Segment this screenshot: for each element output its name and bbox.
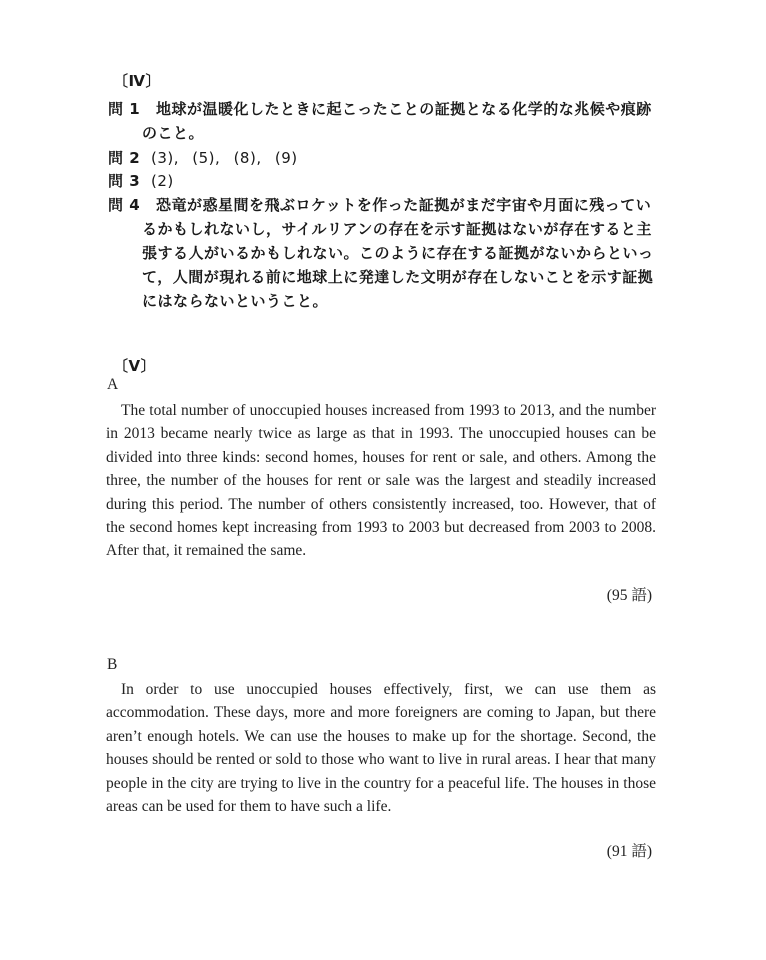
section-5-label: 〔Ⅴ〕 (113, 357, 157, 375)
question-3-number: 問 3 (108, 172, 141, 190)
question-4-answer-line-5: にはならないということ。 (142, 292, 329, 310)
part-a-letter: A (107, 376, 119, 393)
question-3-answer: (2) (151, 172, 174, 190)
question-2-number: 問 2 (108, 149, 141, 167)
part-a-paragraph (106, 399, 656, 563)
question-1-answer-line-1: 地球が温暖化したときに起こったことの証拠となる化学的な兆候や痕跡 (156, 100, 652, 118)
question-4-answer-line-2: るかもしれないし，サイルリアンの存在を示す証拠はないが存在すると主 (142, 220, 652, 238)
question-4-answer-line-1: 恐竜が惑星間を飛ぶロケットを作った証拠がまだ宇宙や月面に残ってい (156, 196, 652, 214)
question-1-answer-line-2: のこと。 (142, 124, 205, 142)
part-b-paragraph (106, 678, 656, 818)
question-1-number: 問 1 (108, 100, 141, 118)
part-a-text: The total number of unoccupied houses increased from 1993 to 2013, and the number in 2013 became nearly twice as large as that in 1993. The unoccupied houses can be divided into three kinds: second homes, houses for rent or sale, and others. Among the three, the number of the houses for rent or sale was the largest and steadily increased during this period. The number of others consistently increased, too. However, that of the second homes kept increasing from 1993 to 2003 but decreased from 2003 to 2008. After that, it remained the same. (106, 402, 656, 560)
question-3 (108, 169, 668, 193)
question-4 (108, 193, 668, 313)
question-2-answer: (3), (5), (8), (9) (151, 149, 298, 167)
question-4-answer-line-4: て，人間が現れる前に地球上に発達した文明が存在しないことを示す証拠 (142, 268, 654, 286)
part-b-letter: B (107, 656, 118, 673)
part-b-word-count: (91 語) (606, 843, 652, 860)
section-4-label: 〔Ⅳ〕 (113, 72, 161, 90)
question-4-answer-line-3: 張する人がいるかもしれない。このように存在する証拠がないからといっ (142, 244, 654, 262)
question-1 (108, 97, 668, 145)
part-a-word-count: (95 語) (606, 587, 652, 604)
part-b-text: In order to use unoccupied houses effectively, first, we can use them as accommodation. These days, more and more foreigners are coming to Japan, but there aren’t enough hotels. We can use the houses to make up for the shortage. Second, the houses should be rented or sold to those who want to live in rural areas. I hear that many people in the city are trying to live in the country for a peaceful life. The houses in those areas can be used for them to have such a life. (106, 681, 656, 816)
question-2 (108, 146, 668, 170)
question-4-number: 問 4 (108, 196, 141, 214)
